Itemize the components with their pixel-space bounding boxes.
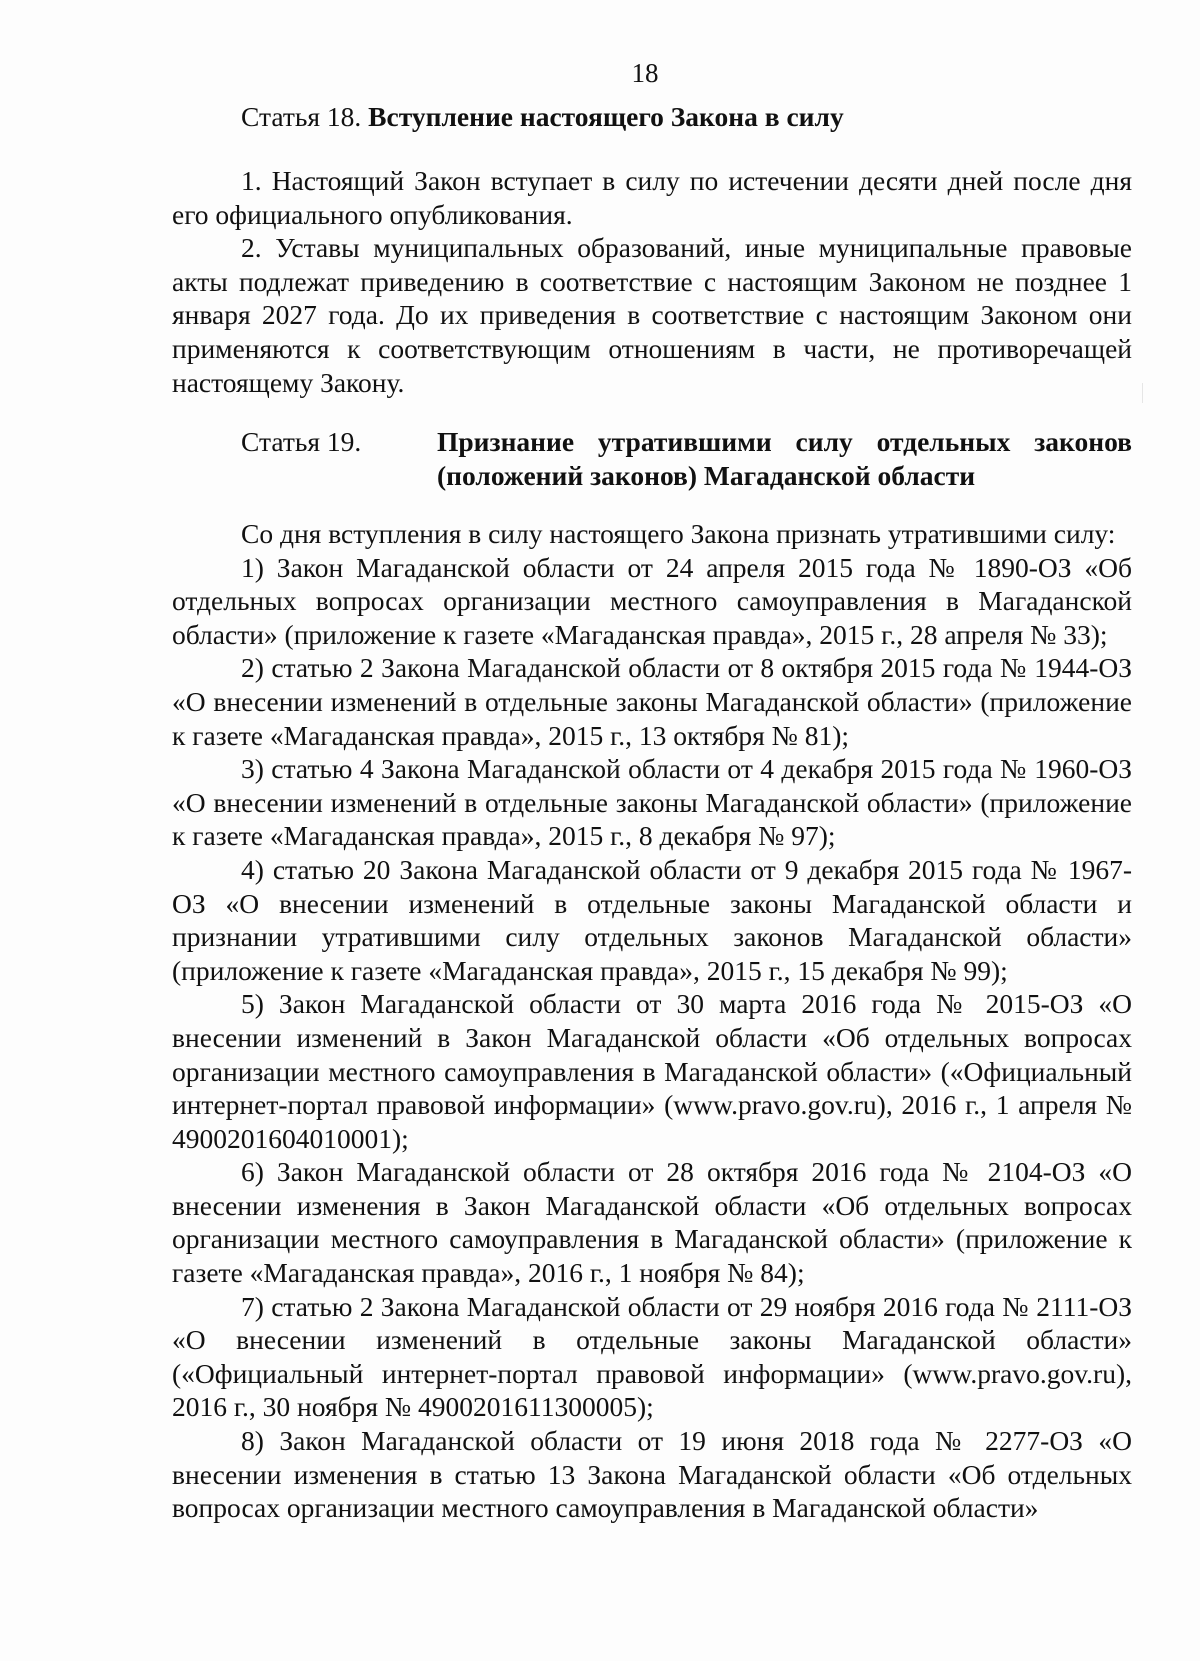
article-18-body — [172, 164, 1132, 399]
article-19-title: Признание утратившими силу отдельных законов (положений законов) Магаданской области — [437, 426, 1132, 491]
article-18-paragraph-1: 1. Настоящий Закон вступает в силу по истечении десяти дней после дня его официального опубликования. — [172, 165, 1132, 230]
article-18-paragraph-2: 2. Уставы муниципальных образований, иные муниципальные правовые акты подлежат приведению в соответствие с настоящим Законом не позднее 1 января 2027 года. До их приведения в соответствие с настоящим Законом они применяются к соответствующим отношениям в части, не противоречащей настоящему Закону. — [172, 232, 1132, 398]
article-19-label: Статья 19. — [241, 426, 362, 457]
list-item: 1) Закон Магаданской области от 24 апреля 2015 года № 1890-ОЗ «Об отдельных вопросах организации местного самоуправления в Магаданской области» (приложение к газете «Магаданская правда», 2015 г., 28 апреля № 33); — [172, 551, 1132, 650]
list-item: 4) статью 20 Закона Магаданской области от 9 декабря 2015 года № 1967-ОЗ «О внесении изменений в отдельные законы Магаданской области и признании утратившими силу отдельных законов Магаданской области» (приложение к газете «Магаданская правда», 2015 г., 15 декабря № 99); — [172, 853, 1132, 986]
list-item: 3) статью 4 Закона Магаданской области от 4 декабря 2015 года № 1960-ОЗ «О внесении изменений в отдельные законы Магаданской области» (приложение к газете «Магаданская правда», 2015 г., 8 декабря № 97); — [172, 753, 1132, 852]
article-19-body — [172, 517, 1132, 1525]
article-19-intro: Со дня вступления в силу настоящего Закона признать утратившими силу: — [241, 518, 1116, 549]
list-item: 7) статью 2 Закона Магаданской области от 29 ноября 2016 года № 2111-ОЗ «О внесении изменений в отдельные законы Магаданской области» («Официальный интернет-портал правовой информации» (www.pravo.gov.ru), 2016 г., 30 ноября № 4900201611300005); — [172, 1290, 1132, 1423]
list-item: 5) Закон Магаданской области от 30 марта 2016 года № 2015-ОЗ «О внесении изменений в Закон Магаданской области «Об отдельных вопросах организации местного самоуправления в Магаданской области» («Официальный интернет-портал правовой информации» (www.pravo.gov.ru), 2016 г., 1 апреля № 4900201604010001); — [172, 988, 1132, 1154]
article-19-heading — [172, 425, 1132, 492]
article-18-title: Вступление настоящего Закона в силу — [368, 101, 844, 132]
list-item: 2) статью 2 Закона Магаданской области от 8 октября 2015 года № 1944-ОЗ «О внесении изменений в отдельные законы Магаданской области» (приложение к газете «Магаданская правда», 2015 г., 13 октября № 81); — [172, 652, 1132, 751]
list-item: 8) Закон Магаданской области от 19 июня 2018 года № 2277-ОЗ «О внесении изменения в статью 13 Закона Магаданской области «Об отдельных вопросах организации местного самоуправления в Магаданской области» — [172, 1425, 1132, 1524]
article-18-label: Статья 18. — [241, 101, 362, 132]
list-item: 6) Закон Магаданской области от 28 октября 2016 года № 2104-ОЗ «О внесении изменения в Закон Магаданской области «Об отдельных вопросах организации местного самоуправления в Магаданской области» (приложение к газете «Магаданская правда», 2016 г., 1 ноября № 84); — [172, 1156, 1132, 1289]
article-18-heading — [172, 100, 1200, 134]
scan-artifact — [1142, 383, 1143, 403]
page-number: 18 — [631, 58, 659, 88]
